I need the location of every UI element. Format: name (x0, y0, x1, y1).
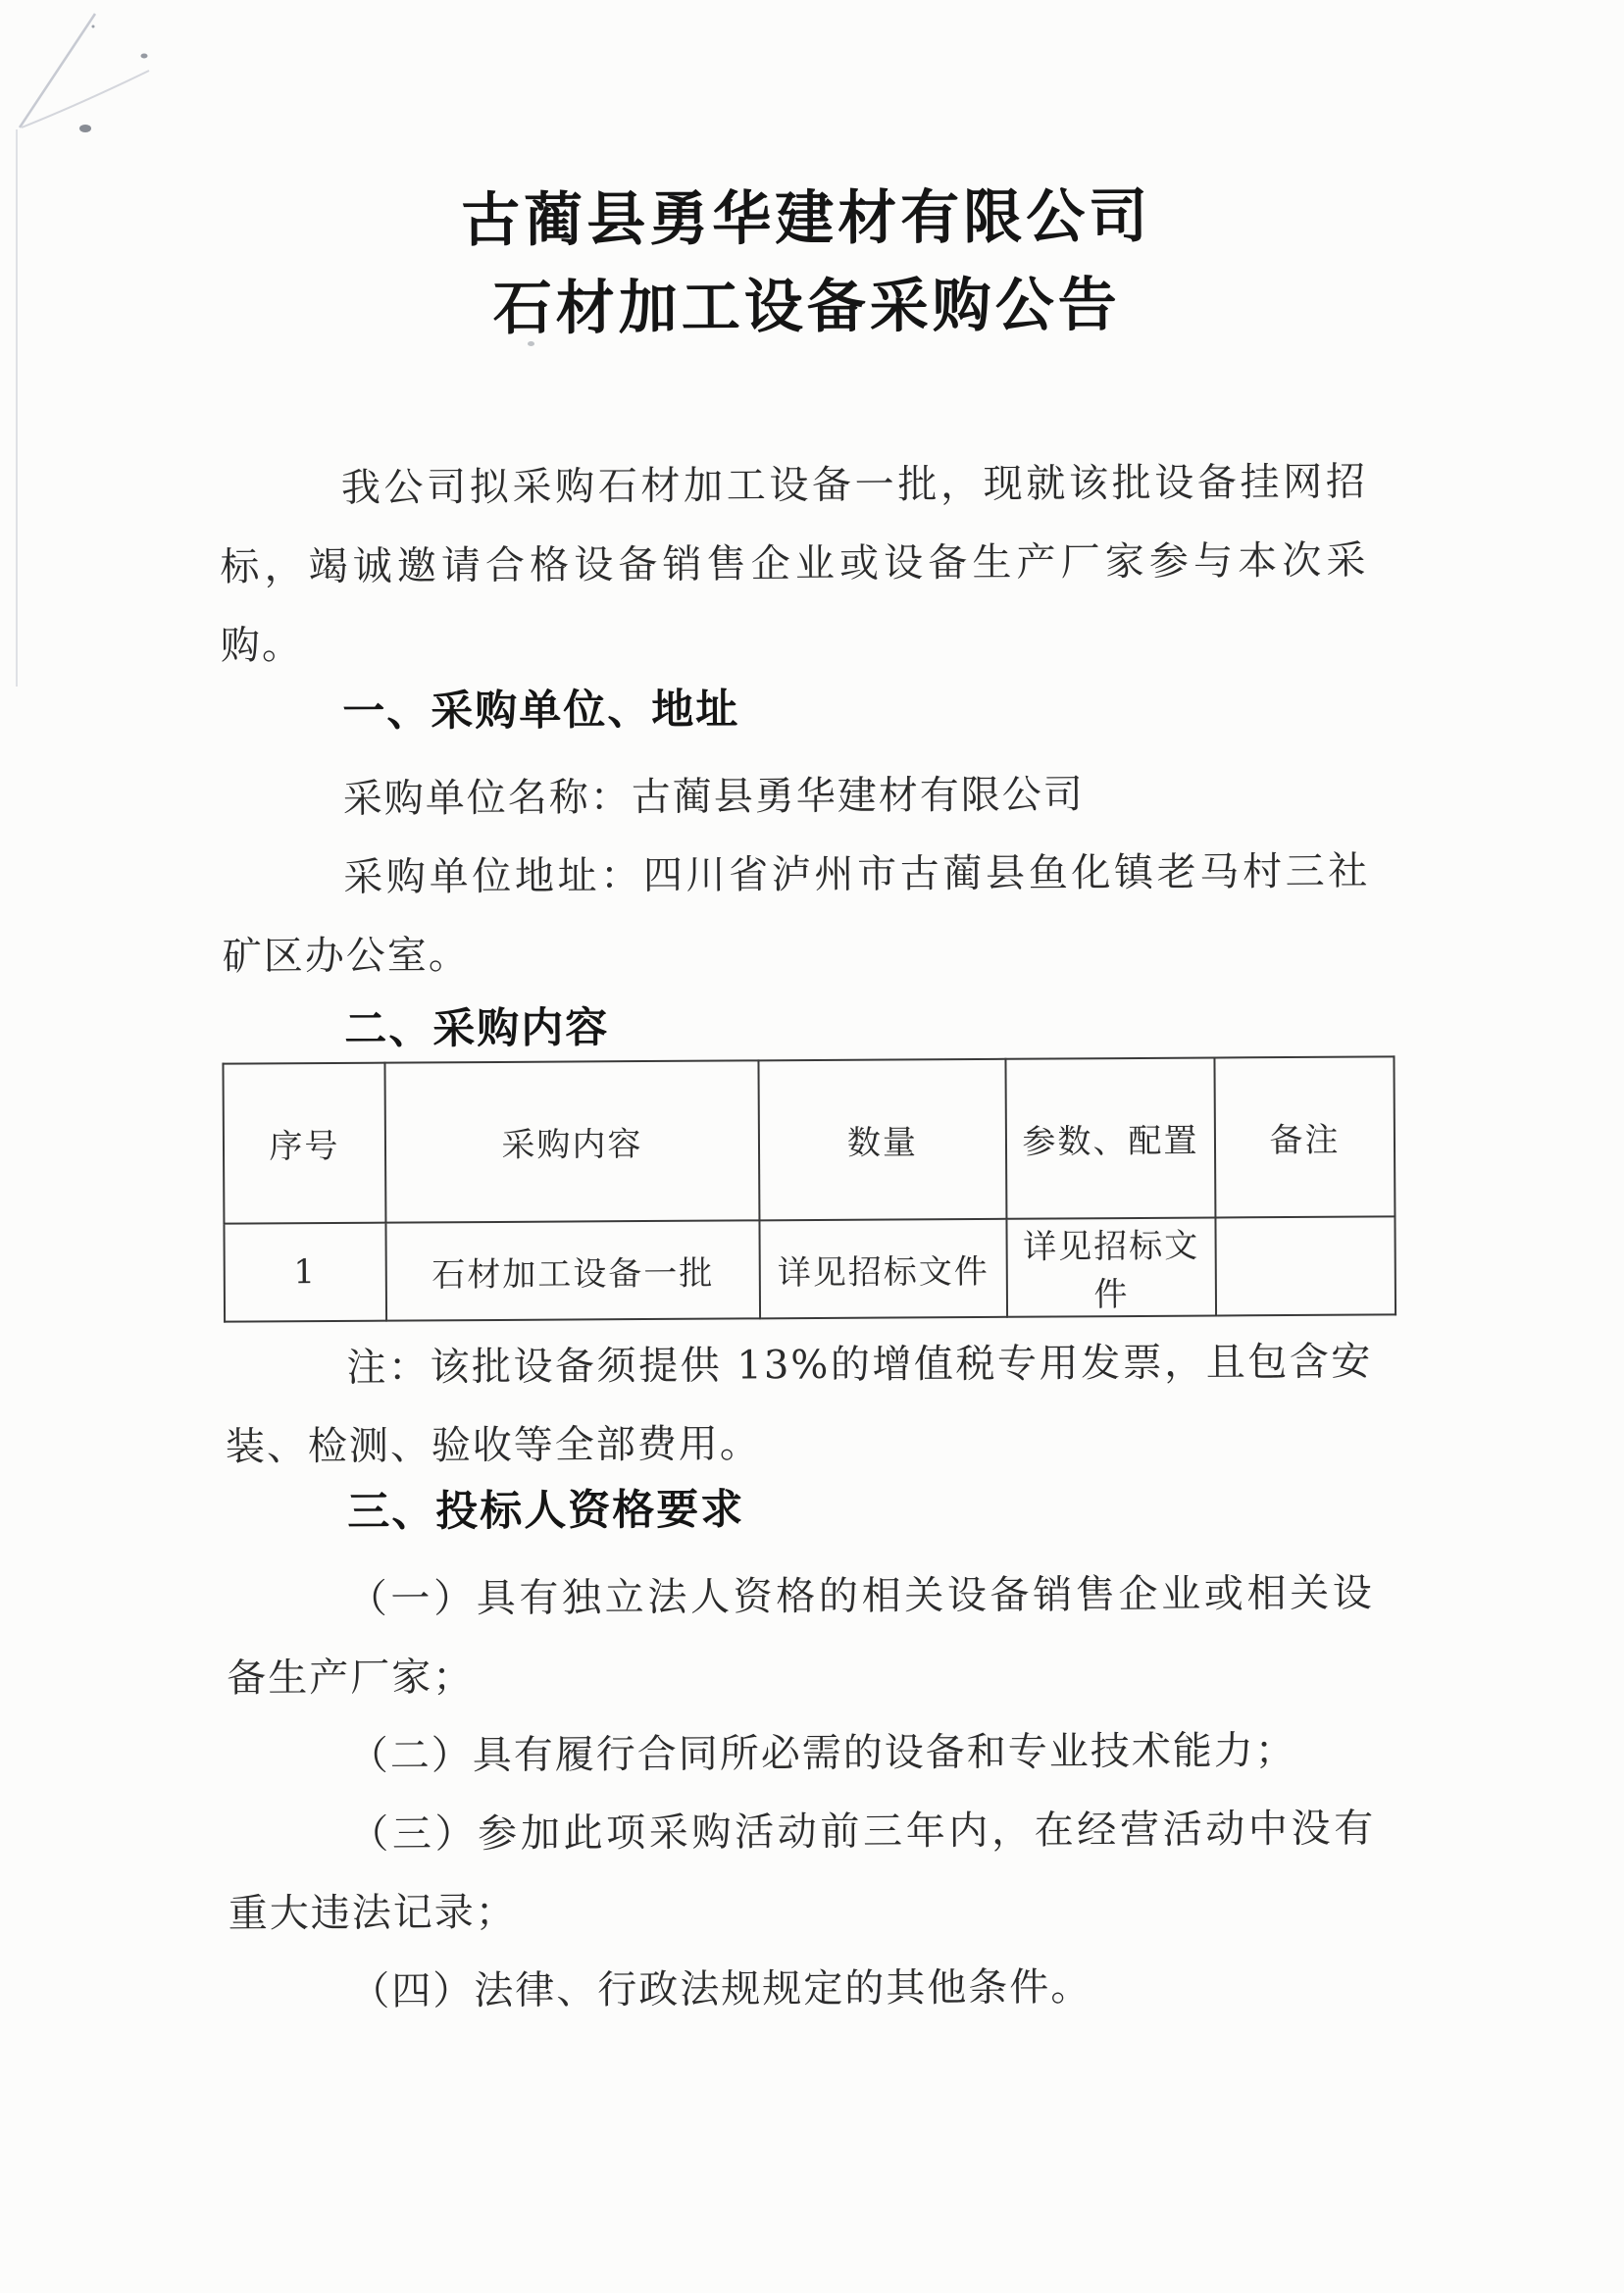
cell-parameters: 详见招标文件 (1006, 1217, 1216, 1316)
document-title (0, 170, 1619, 356)
section3-body (227, 1554, 1377, 2032)
col-header-index: 序号 (223, 1063, 385, 1224)
table-note (225, 1323, 1373, 1487)
cell-quantity: 详见招标文件 (759, 1219, 1007, 1319)
table-header-row (223, 1056, 1395, 1223)
cell-content: 石材加工设备一批 (385, 1220, 760, 1320)
table-row (224, 1216, 1396, 1321)
qualification-item: 重大违法记录； (228, 1889, 517, 1937)
purchaser-name-line: 采购单位名称：古蔺县勇华建材有限公司 (342, 772, 1085, 822)
qualification-item: （一）具有独立法人资格的相关设备销售企业或相关设 (347, 1570, 1374, 1622)
col-header-quantity: 数量 (758, 1059, 1006, 1221)
note-line: 装、检测、验收等全部费用。 (225, 1421, 761, 1470)
document-title-line2: 石材加工设备采购公告 (492, 271, 1121, 343)
intro-line: 我公司拟采购石材加工设备一批，现就该批设备挂网招 (340, 459, 1368, 511)
section1-heading: 一、采购单位、地址 (342, 685, 740, 737)
qualification-item: 备生产厂家； (227, 1655, 475, 1702)
section1-body (222, 754, 1370, 996)
qualification-item: （二）具有履行合同所必需的设备和专业技术能力； (348, 1727, 1296, 1779)
qualification-item: （四）法律、行政法规规定的其他条件。 (350, 1964, 1092, 2014)
document-title-line1: 古蔺县勇华建材有限公司 (461, 181, 1152, 256)
cell-index: 1 (224, 1223, 386, 1322)
col-header-parameters: 参数、配置 (1005, 1057, 1215, 1218)
intro-line: 标，竭诚邀请合格设备销售企业或设备生产厂家参与本次采 (220, 537, 1368, 590)
qualification-item: （三）参加此项采购活动前三年内，在经营活动中没有 (349, 1806, 1376, 1858)
intro-paragraph (220, 443, 1368, 686)
intro-line: 购。 (220, 623, 304, 669)
procurement-table (222, 1055, 1396, 1322)
note-line: 注：该批设备须提供 13%的增值税专用发票，且包含安 (346, 1339, 1373, 1391)
cell-remarks (1215, 1216, 1396, 1315)
purchaser-address-line: 采购单位地址：四川省泸州市古蔺县鱼化镇老马村三社 (343, 848, 1370, 900)
section2-heading: 二、采购内容 (344, 1003, 610, 1054)
col-header-remarks: 备注 (1214, 1056, 1395, 1217)
purchaser-address-line2: 矿区办公室。 (222, 933, 470, 980)
section3-heading: 三、投标人资格要求 (347, 1485, 745, 1537)
col-header-content: 采购内容 (384, 1060, 759, 1222)
